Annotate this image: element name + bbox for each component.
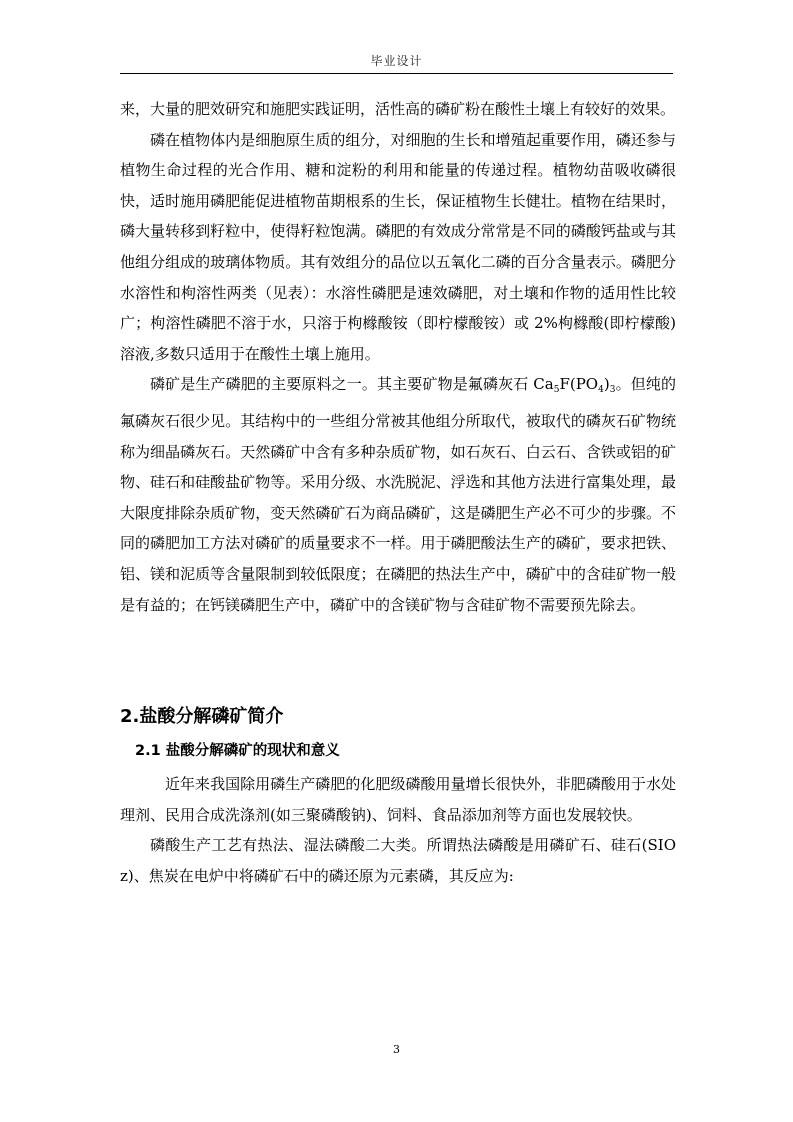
paragraph-fertilizer-effect: 来，大量的肥效研究和施肥实践证明，活性高的磷矿粉在酸性土壤上有较好的效果。 (120, 100, 676, 118)
body-text (120, 94, 676, 620)
paragraph-phosphoric-acid-demand: 近年来我国除用磷生产磷肥的化肥级磷酸用量增长很快外，非肥磷酸用于水处理剂、民用合成洗涤剂(如三聚磷酸钠)、饲料、食品添加剂等方面也发展较快。 (120, 775, 676, 824)
text-run: F(PO (559, 375, 599, 394)
running-header: 毕业设计 (370, 54, 423, 68)
subsection-heading: 2.1 盐酸分解磷矿的现状和意义 (135, 743, 340, 759)
subscript: 5 (553, 385, 560, 396)
text-run: 磷矿是生产磷肥的主要原料之一。其主要矿物是氟磷灰石 Ca (150, 375, 554, 394)
paragraph-phosphoric-acid-process: 磷酸生产工艺有热法、湿法磷酸二大类。所谓热法磷酸是用磷矿石、硅石(SIOz)、焦炭在电炉中将磷矿石中的磷还原为元素磷，其反应为: (120, 836, 676, 885)
section-heading: 2.盐酸分解磷矿简介 (120, 706, 284, 727)
paragraph-phosphorus-role: 磷在植物体内是细胞原生质的组分，对细胞的生长和增殖起重要作用，磷还参与植物生命过程的光合作用、糖和淀粉的利用和能量的传递过程。植物幼苗吸收磷很快，适时施用磷肥能促进植物苗期根系的生长，保证植物生长健壮。植物在结果时，磷大量转移到籽粒中，使得籽粒饱满。磷肥的有效成分常常是不同的磷酸钙盐或与其他组分组成的玻璃体物质。其有效组分的品位以五氧化二磷的百分含量表示。磷肥分水溶性和枸溶性两类（见表）：水溶性磷肥是速效磷肥，对土壤和作物的适用性比较广；枸溶性磷肥不溶于水，只溶于枸橼酸铵（即柠檬酸铵）或 2%枸橼酸(即柠檬酸)溶液,多数只适用于在酸性土壤上施用。 (120, 130, 676, 363)
page-number: 3 (393, 1043, 400, 1056)
paragraph-phosphate-rock (120, 369, 676, 620)
section-body-text (120, 769, 676, 891)
text-run: 。但纯的氟磷灰石很少见。其结构中的一些组分常被其他组分所取代，被取代的磷灰石矿物统称为细晶磷灰石。天然磷矿中含有多种杂质矿物，如石灰石、白云石、含铁或铝的矿物、硅石和硅酸盐矿物等。采用分级、水洗脱泥、浮选和其他方法进行富集处理，最大限度排除杂质矿物，变天然磷矿石为商品磷矿，这是磷肥生产必不可少的步骤。不同的磷肥加工方法对磷矿的质量要求不一样。用于磷肥酸法生产的磷矿，要求把铁、铝、镁和泥质等含量限制到较低限度；在磷肥的热法生产中，磷矿中的含硅矿物一般是有益的；在钙镁磷肥生产中，磷矿中的含镁矿物与含硅矿物不需要预先除去。 (120, 375, 676, 614)
subscript: 3 (609, 385, 616, 396)
subscript: 4 (598, 385, 604, 396)
text-run: ) (603, 375, 610, 394)
header-rule (120, 73, 673, 74)
